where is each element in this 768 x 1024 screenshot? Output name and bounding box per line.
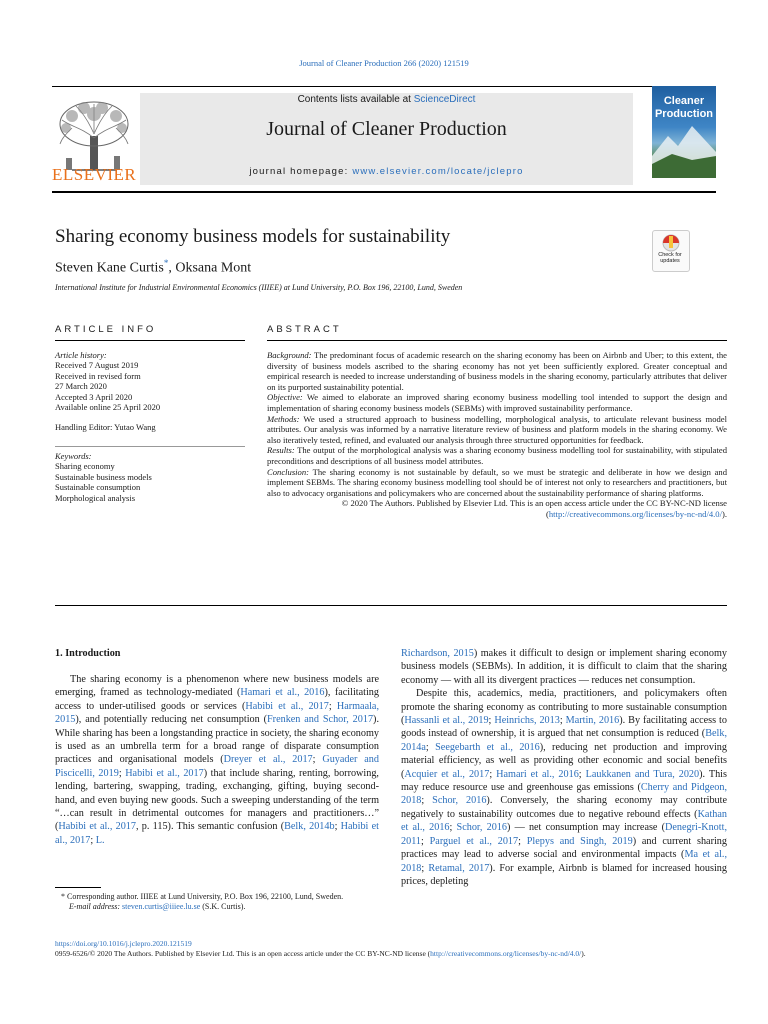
issn-line: 0959-6526/© 2020 The Authors. Published by Elsevier Ltd. This is an open access article under the CC BY-NC-ND license (http://creativecommons.org/licenses/by-nc-nd/4.0/). (55, 949, 586, 958)
header-rule-top (52, 86, 716, 87)
keywords: Keywords: Sharing economy Sustainable business models Sustainable consumption Morphological analysis (55, 451, 152, 503)
body-text: ) and current sharing practices may lead to adverse social and environmental impacts ( (401, 835, 727, 861)
body-text: ). For example, Airbnb is blamed for increased housing prices, depleting (401, 862, 727, 887)
header-rule-bottom (52, 191, 716, 193)
body-text: ; (421, 862, 429, 874)
citation-link[interactable]: Ma et al., 2018 (401, 849, 727, 874)
citation-link[interactable]: Retamal, 2017 (428, 862, 490, 874)
footnote-rule (55, 887, 101, 888)
abstract-heading: ABSTRACT (267, 324, 342, 335)
citation-link[interactable]: Hamari et al., 2016 (496, 768, 579, 780)
body-text: ; (449, 822, 457, 834)
citation-link[interactable]: Habibi et al., 2017 (55, 821, 379, 846)
journal-cover[interactable] (652, 86, 716, 178)
body-text: Despite this, academics, media, practitioners, and policymakers often promote the sharing economy as contributing to more sustainable consumption ( (401, 688, 727, 727)
body-text: ; (312, 754, 323, 766)
citation-link[interactable]: Denegri-Knott, 2011 (401, 822, 727, 847)
footnote: * Corresponding author. IIIEE at Lund University, P.O. Box 196, 22100, Lund, Sweden. E-mail address: steven.curtis@iiiee.lu.se (S.K. Curtis). (61, 892, 344, 911)
citation-link[interactable]: Plepys and Singh, 2019 (526, 835, 633, 847)
citation-link[interactable]: Cherry and Pidgeon, 2018 (401, 782, 727, 807)
body-text: ) that include sharing, renting, borrowing, lending, bartering, swapping, trading, exchanging, gifting, buying second-hand, and even buying new goods. Such a sweeping understanding of the term “…can result in detrimental outcomes for managers and practitioners…” ( (55, 767, 379, 833)
body-text: ). Conversely, the sharing economy may contribute negatively to sustainability outcomes due to negative rebound effects ( (401, 795, 727, 820)
body-text: ; (559, 715, 566, 727)
handling-editor: Handling Editor: Yutao Wang (55, 422, 156, 433)
section-heading-introduction: 1. Introduction (55, 648, 121, 659)
citation-link[interactable]: Habibi et al., 2017 (125, 767, 204, 779)
article-info-heading: ARTICLE INFO (55, 324, 157, 335)
citation-link[interactable]: Seegebarth et al., 2016 (435, 741, 540, 753)
body-text: ; (518, 835, 527, 847)
body-text: ) makes it difficult to design or implement sharing economy business models (SEBMs). In addition, it is difficult to claim that the sharing economy — with all its divergent practices — reduces net consumption. (401, 648, 727, 686)
body-text: ). While sharing has been a longstanding practice in society, the sharing economy is used as an umbrella term for a broad range of disparate consumption practices and organisational models ( (55, 714, 379, 766)
article-history: Article history: Received 7 August 2019 Received in revised form 27 March 2020 Accepted 3 April 2020 Available online 25 April 2020 Handling Editor: Yutao Wang (55, 350, 250, 433)
cover-title-line1: Cleaner (663, 95, 705, 107)
doi-link[interactable]: https://doi.org/10.1016/j.jclepro.2020.121519 (55, 939, 192, 948)
body-text: ), reducing net production and improving material efficiency, as well as providing other economic and social benefits ( (401, 741, 727, 780)
body-text: ) — net consumption may increase ( (507, 822, 666, 834)
citation-link[interactable]: Heinrichs, 2013 (494, 715, 560, 727)
journal-homepage: journal homepage: www.elsevier.com/locate/jclepro (249, 166, 524, 177)
check-updates-icon (653, 231, 689, 253)
abstract-rule (267, 340, 727, 341)
abstract-license-link[interactable]: http://creativecommons.org/licenses/by-nc-nd/4.0/ (548, 508, 722, 519)
cover-title-line2: Production (654, 108, 714, 120)
author-email-link[interactable]: steven.curtis@iiiee.lu.se (122, 902, 201, 911)
article-title: Sharing economy business models for sustainability (55, 226, 451, 247)
body-text: ; (488, 715, 495, 727)
citation-link[interactable]: Laukkanen and Tura, 2020 (585, 768, 700, 780)
corresponding-author-mark[interactable]: * (163, 258, 169, 268)
body-text: ), facilitating access to under-utilised goods or services ( (55, 687, 379, 712)
body-text: ; (118, 767, 126, 779)
citation-link[interactable]: Kathan et al., 2016 (401, 808, 727, 834)
citation-link[interactable]: Dreyer et al., 2017 (223, 754, 313, 766)
body-text: ; (489, 768, 497, 780)
citation-link[interactable]: Habibi et al., 2017 (245, 700, 329, 712)
citation-link[interactable]: Belk, 2014a (401, 728, 727, 753)
citation-link[interactable]: Guyader and Piscicelli, 2019 (55, 754, 379, 779)
body-text: , p. 115). This semantic confusion ( (136, 821, 285, 833)
citation-link[interactable]: L. (95, 834, 105, 846)
citation-link[interactable]: Hassanli et al., 2019 (404, 715, 489, 727)
journal-citation[interactable]: Journal of Cleaner Production 266 (2020) 121519 (299, 58, 469, 68)
author-list: Steven Kane Curtis*, Oksana Mont (55, 258, 252, 276)
body-text: ; (425, 741, 436, 753)
abstract-bottom-rule (55, 605, 727, 606)
body-text: ), and potentially reducing net consumption ( (75, 714, 268, 726)
intro-paragraph-1 (55, 673, 379, 847)
check-updates-badge[interactable] (652, 230, 690, 272)
citation-link[interactable]: Frenken and Schor, 2017 (267, 714, 374, 726)
publisher-logo-text: ELSEVIER (52, 165, 137, 184)
footer-license-link[interactable]: http://creativecommons.org/licenses/by-nc-nd/4.0/ (430, 949, 582, 958)
sciencedirect-link[interactable]: ScienceDirect (413, 94, 476, 105)
citation-link[interactable]: Hamari et al., 2016 (240, 687, 325, 699)
body-text: ; (578, 768, 586, 780)
author-1[interactable]: Steven Kane Curtis (55, 260, 164, 276)
body-text: ; (421, 835, 430, 847)
journal-title: Journal of Cleaner Production (266, 118, 507, 140)
body-text: ; (328, 700, 337, 712)
body-text: ; (421, 795, 433, 807)
citation-link[interactable]: Habibi et al., 2017 (58, 821, 136, 833)
homepage-link[interactable]: www.elsevier.com/locate/jclepro (352, 166, 524, 177)
citation-link[interactable]: Schor, 2016 (432, 795, 487, 807)
citation-link[interactable]: Martin, 2016 (565, 715, 620, 727)
citation-link[interactable]: Acquier et al., 2017 (404, 768, 490, 780)
check-updates-label: Check for updates (658, 252, 682, 264)
keywords-rule (55, 446, 245, 447)
citation-link[interactable]: Richardson, 2015 (401, 648, 474, 659)
body-text: The sharing economy is a phenomenon where new business models are emerging, framed as technology-mediated ( (55, 674, 379, 699)
citation-link[interactable]: Parguel et al., 2017 (429, 835, 519, 847)
citation-link[interactable]: Belk, 2014b (284, 821, 335, 833)
body-text: ). This may reduce resource use and greenhouse gas emissions ( (401, 768, 727, 794)
body-text: ; (334, 821, 341, 833)
intro-col2 (401, 647, 727, 888)
affiliation: International Institute for Industrial Environmental Economics (IIIEE) at Lund University, P.O. Box 196, 22100, Lund, Sweden (55, 283, 463, 292)
abstract-body: Background: The predominant focus of academic research on the sharing economy has been on Airbnb and Uber; to this extent, the diversity of business models ascribed to the sharing economy has not yet been sufficiently explored. Greater conceptual and empirical research is needed to increase understanding of business models in the sharing economy, particularly attributes that deliver on its purported sustainability potential. Objective: We aimed to elaborate an improved sharing economy business modelling tool intended to support the design and implementation of sharing economy business models (SEBMs) with improved sustainability performance. Methods: We used a structured approach to business modelling, morphological analysis, to articulate relevant business model attributes. Our analysis was informed by a narrative literature review of business and platform models in the sharing economy. We also iteratively tested, refined, and evaluated our analysis through three structured opportunities for feedback. Results: The output of the morphological analysis was a sharing economy business modelling tool for sustainability, with stipulated preconditions and descriptions of all business model attributes. Conclusion: The sharing economy is not sustainable by default, so we must be strategic and deliberate in how we design and implement SEBMs. The sharing economy business modelling tool should be of interest not only to researchers and practitioners, but also to advocacy organisations and policymakers who are concerned about the sustainability performance of sharing platforms. © 2020 The Authors. Published by Elsevier Ltd. This is an open access article under the CC BY-NC-ND license (http://creativecommons.org/licenses/by-nc-nd/4.0/). (267, 350, 727, 519)
contents-line: Contents lists available at ScienceDirect (297, 94, 476, 105)
author-2[interactable]: Oksana Mont (175, 260, 252, 276)
citation-link[interactable]: Harmaala, 2015 (55, 700, 379, 726)
body-text: ). By facilitating access to goods instead of ownership, it is argued that net consumption is reduced ( (401, 715, 727, 740)
body-text: ; (90, 834, 96, 846)
article-info-rule (55, 340, 245, 341)
citation-link[interactable]: Schor, 2016 (456, 822, 508, 834)
mountain-icon (652, 86, 716, 178)
